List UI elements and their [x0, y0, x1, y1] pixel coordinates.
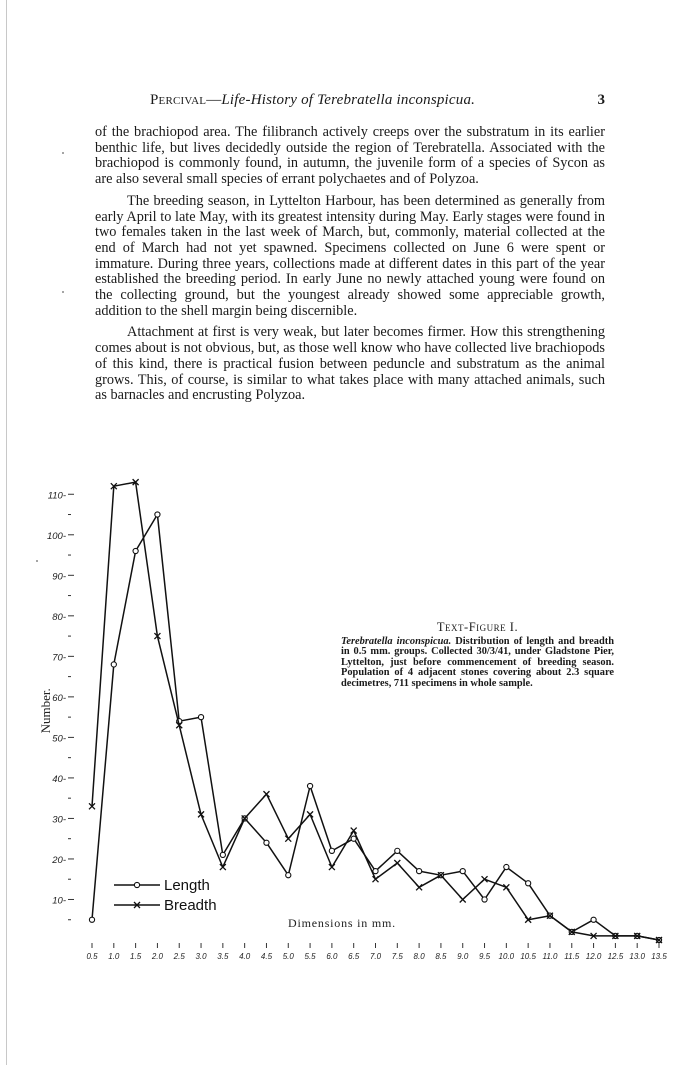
data-point-length — [417, 869, 422, 874]
data-point-length — [198, 715, 203, 720]
data-point-breadth — [263, 791, 269, 797]
x-tick-label: 9.0 — [457, 952, 469, 961]
legend-label-length: Length — [164, 877, 210, 894]
x-tick-label: 13.0 — [629, 952, 645, 961]
data-point-length — [373, 869, 378, 874]
running-head-author: Percival — [150, 92, 207, 108]
data-point-length — [329, 848, 334, 853]
x-tick-label: 10.5 — [520, 952, 536, 961]
data-point-breadth — [416, 884, 422, 890]
y-tick-label: 110- — [47, 490, 66, 502]
x-tick-label: 1.0 — [108, 952, 120, 961]
data-point-breadth — [351, 828, 357, 834]
data-point-length — [395, 848, 400, 853]
margin-mark — [62, 291, 64, 293]
x-tick-label: 10.0 — [498, 952, 515, 961]
data-point-length — [286, 873, 291, 878]
data-point-length — [133, 548, 138, 553]
y-tick-label: 30- — [52, 814, 66, 826]
y-tick-label: 60- — [52, 692, 66, 704]
y-tick-label: 70- — [52, 652, 66, 664]
y-tick-label: 40- — [52, 773, 66, 785]
figure-title: Text-Figure I. — [436, 620, 519, 634]
data-point-length — [111, 662, 116, 667]
caption-species: Terebratella inconspicua. — [341, 635, 452, 647]
x-tick-label: 3.5 — [217, 952, 229, 961]
x-tick-label: 12.5 — [607, 952, 624, 961]
x-tick-label: 8.5 — [435, 952, 447, 961]
legend-marker-length — [134, 882, 139, 887]
y-tick-label: 50- — [52, 733, 66, 745]
x-tick-label: 9.5 — [478, 952, 491, 961]
data-point-breadth — [307, 811, 313, 817]
data-point-length — [89, 917, 94, 922]
data-point-breadth — [394, 860, 400, 866]
x-tick-label: 8.0 — [413, 952, 425, 961]
x-tick-label: 7.5 — [391, 952, 403, 961]
x-tick-label: 5.5 — [304, 952, 316, 961]
y-tick-label: 100- — [46, 530, 66, 542]
data-point-length — [351, 836, 356, 841]
data-point-length — [307, 783, 312, 788]
x-tick-label: 11.5 — [564, 952, 580, 961]
margin-mark — [36, 560, 38, 562]
page-header — [95, 92, 605, 114]
data-point-length — [591, 917, 596, 922]
body-text — [95, 125, 605, 404]
data-point-length — [526, 881, 531, 886]
data-point-breadth — [373, 876, 379, 882]
x-tick-label: 0.5 — [86, 952, 98, 961]
x-tick-label: 4.0 — [239, 952, 251, 961]
running-head-separator: — — [206, 92, 222, 108]
figure — [0, 465, 700, 975]
x-tick-label: 12.0 — [585, 952, 602, 961]
x-tick-label: 11.0 — [542, 952, 558, 961]
x-tick-label: 4.5 — [260, 952, 273, 961]
data-point-breadth — [460, 896, 466, 902]
running-head-title: Life-History of Terebratella inconspicua. — [221, 92, 476, 108]
x-tick-label: 2.0 — [151, 952, 163, 961]
data-point-length — [264, 840, 269, 845]
y-tick-label: 10- — [52, 895, 66, 907]
y-tick-label: 20- — [52, 854, 66, 866]
x-tick-label: 13.5 — [651, 952, 667, 961]
page-number: 3 — [597, 92, 605, 108]
data-point-breadth — [220, 864, 226, 870]
caption-text: Distribution of length and breadth in 0.5 mm. groups. Collected 30/3/41, under Gladstone Pier, Lyttelton, just before commencement of breeding season. Population of 4 adjacent stones covering about 2.3 square decimetres, 711 specimens in whole sample. — [341, 635, 614, 689]
figure-caption-body — [341, 637, 614, 690]
x-tick-label: 7.0 — [369, 952, 382, 961]
data-point-length — [460, 869, 465, 874]
paragraph-2: The breeding season, in Lyttelton Harbour, has been determined as generally from early April to late May, with its greatest intensity during May. Early stages were found in two females taken in the last week of March, but, commonly, material collected at the end of March had not yet spawned. Specimens collected on June 6 were spent or immature. During three years, collections made at different dates in this part of the year established the breeding period. In early June no newly attached young were found on the collecting ground, but the youngest already showed some appreciable growth, addition to the shell margin being discernible. — [95, 192, 605, 319]
x-tick-label: 5.0 — [282, 952, 294, 961]
y-axis-label: Number. — [38, 688, 53, 734]
y-tick-label: 90- — [52, 571, 66, 583]
x-tick-label: 3.0 — [195, 952, 207, 961]
running-head — [150, 92, 475, 109]
paragraph-1: of the brachiopod area. The filibranch actively creeps over the substratum in its earlier benthic life, but lives decidedly outside the region of Terebratella. Associated with the brachiopod is commonly found, in autumn, the juvenile form of a species of Sycon as are also several small species of errant polychaetes and of Polyzoa. — [95, 124, 605, 188]
chart — [0, 465, 700, 975]
y-tick-label: 80- — [52, 611, 66, 623]
data-point-length — [504, 864, 509, 869]
x-tick-label: 2.5 — [173, 952, 185, 961]
data-point-length — [155, 512, 160, 517]
data-point-breadth — [285, 836, 291, 842]
data-point-breadth — [329, 864, 335, 870]
x-tick-label: 1.5 — [130, 952, 142, 961]
x-tick-label: 6.0 — [326, 952, 338, 961]
x-tick-label: 6.5 — [348, 952, 360, 961]
paragraph-3: Attachment at first is very weak, but later becomes firmer. How this strengthening comes about is not obvious, but, as those well know who have collected live brachiopods of this kind, there is practical fusion between peduncle and substratum as the animal grows. This, of course, is similar to what takes place with many attached animals, such as barnacles and encrusting Polyzoa. — [95, 324, 605, 404]
data-point-length — [482, 897, 487, 902]
legend-label-breadth: Breadth — [164, 897, 217, 914]
margin-mark — [62, 152, 64, 154]
figure-caption — [341, 622, 614, 690]
x-axis-label: Dimensions in mm. — [288, 916, 396, 930]
data-point-length — [220, 852, 225, 857]
